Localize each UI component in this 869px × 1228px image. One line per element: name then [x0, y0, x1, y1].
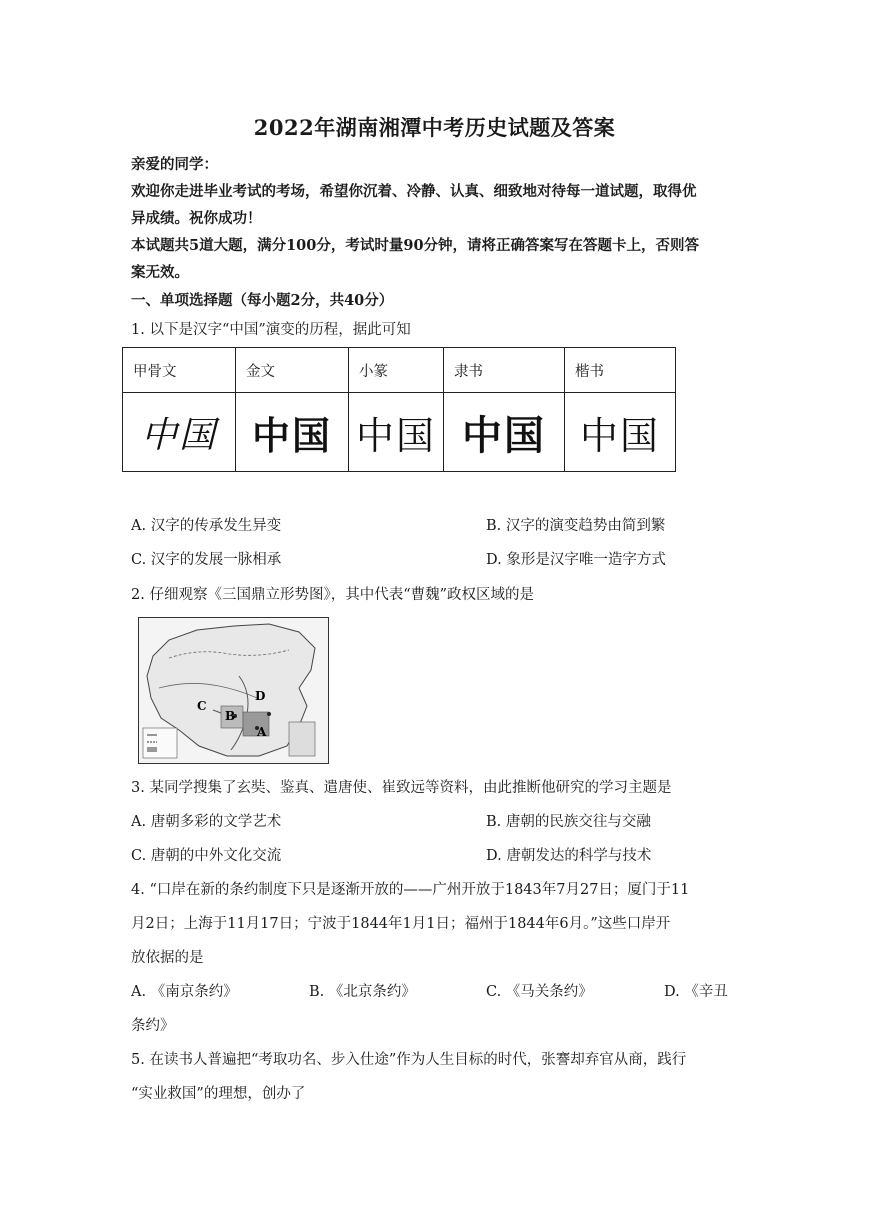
question-4-line-2: 月2日；上海于11月17日；宁波于1844年1月1日；福州于1844年6月。”这些口岸开	[131, 916, 671, 932]
intro-line-1: 欢迎你走进毕业考试的考场，希望你沉着、冷静、认真、细致地对待每一道试题，取得优	[131, 183, 697, 200]
map-graphic	[139, 618, 328, 763]
intro-line-3: 本试题共5道大题，满分100分，考试时量90分钟，请将正确答案写在答题卡上，否则答	[131, 237, 700, 254]
map-label-c: C	[197, 699, 207, 713]
question-5-line-2: “实业救国”的理想，创办了	[131, 1086, 306, 1102]
section-heading: 一、单项选择题（每小题2分，共40分）	[131, 292, 394, 309]
q4-option-d[interactable]: D. 《辛丑	[664, 984, 728, 1000]
map-label-d: D	[255, 689, 266, 703]
question-2-stem: 2. 仔细观察《三国鼎立形势图》，其中代表“曹魏”政权区域的是	[131, 587, 535, 603]
q1-option-d[interactable]: D. 象形是汉字唯一造字方式	[486, 552, 666, 568]
q1-option-b[interactable]: B. 汉字的演变趋势由简到繁	[486, 518, 666, 534]
glyph-cell	[236, 393, 349, 472]
script-evolution-table	[122, 347, 676, 472]
map-label-b: B	[225, 709, 236, 723]
glyph-clerical: 中国	[462, 411, 546, 459]
question-5-line-1: 5. 在读书人普遍把“考取功名、步入仕途”作为人生目标的时代，张謇却弃官从商，践行	[131, 1052, 687, 1068]
glyph-small-seal: 中国	[355, 413, 436, 458]
q3-option-d[interactable]: D. 唐朝发达的科学与技术	[486, 848, 652, 864]
q3-option-b[interactable]: B. 唐朝的民族交往与交融	[486, 814, 651, 830]
q4-option-a[interactable]: A. 《南京条约》	[131, 984, 238, 1000]
table-header: 小篆	[349, 348, 444, 393]
q1-option-c[interactable]: C. 汉字的发展一脉相承	[131, 552, 282, 568]
glyph-cell	[349, 393, 444, 472]
glyph-regular: 中国	[579, 413, 660, 458]
q4-option-c[interactable]: C. 《马关条约》	[486, 984, 593, 1000]
page-title: 2022年湖南湘潭中考历史试题及答案	[253, 115, 616, 140]
question-3-stem: 3. 某同学搜集了玄奘、鉴真、遣唐使、崔致远等资料，由此推断他研究的学习主题是	[131, 780, 672, 796]
q4-option-d-continued: 条约》	[131, 1018, 175, 1034]
question-1-stem: 1. 以下是汉字“中国”演变的历程，据此可知	[131, 322, 411, 338]
table-header: 楷书	[565, 348, 676, 393]
glyph-cell	[444, 393, 565, 472]
intro-line-4: 案无效。	[131, 264, 189, 281]
glyph-oracle-bone: 中国	[140, 414, 217, 456]
question-4-line-1: 4. “口岸在新的条约制度下只是逐渐开放的——广州开放于1843年7月27日；厦门于11	[131, 882, 690, 898]
glyph-bronze: 中国	[251, 412, 332, 458]
table-header: 甲骨文	[123, 348, 236, 393]
q3-option-a[interactable]: A. 唐朝多彩的文学艺术	[131, 814, 282, 830]
intro-greeting: 亲爱的同学：	[131, 156, 218, 173]
table-header: 隶书	[444, 348, 565, 393]
question-4-line-3: 放依据的是	[131, 950, 204, 966]
glyph-cell	[565, 393, 676, 472]
map-label-a: A	[257, 725, 267, 739]
q4-option-b[interactable]: B. 《北京条约》	[309, 984, 416, 1000]
q1-option-a[interactable]: A. 汉字的传承发生异变	[131, 518, 282, 534]
table-header: 金文	[236, 348, 349, 393]
three-kingdoms-map	[138, 617, 329, 764]
intro-line-2: 异成绩。祝你成功！	[131, 210, 262, 227]
glyph-cell	[123, 393, 236, 472]
q3-option-c[interactable]: C. 唐朝的中外文化交流	[131, 848, 282, 864]
